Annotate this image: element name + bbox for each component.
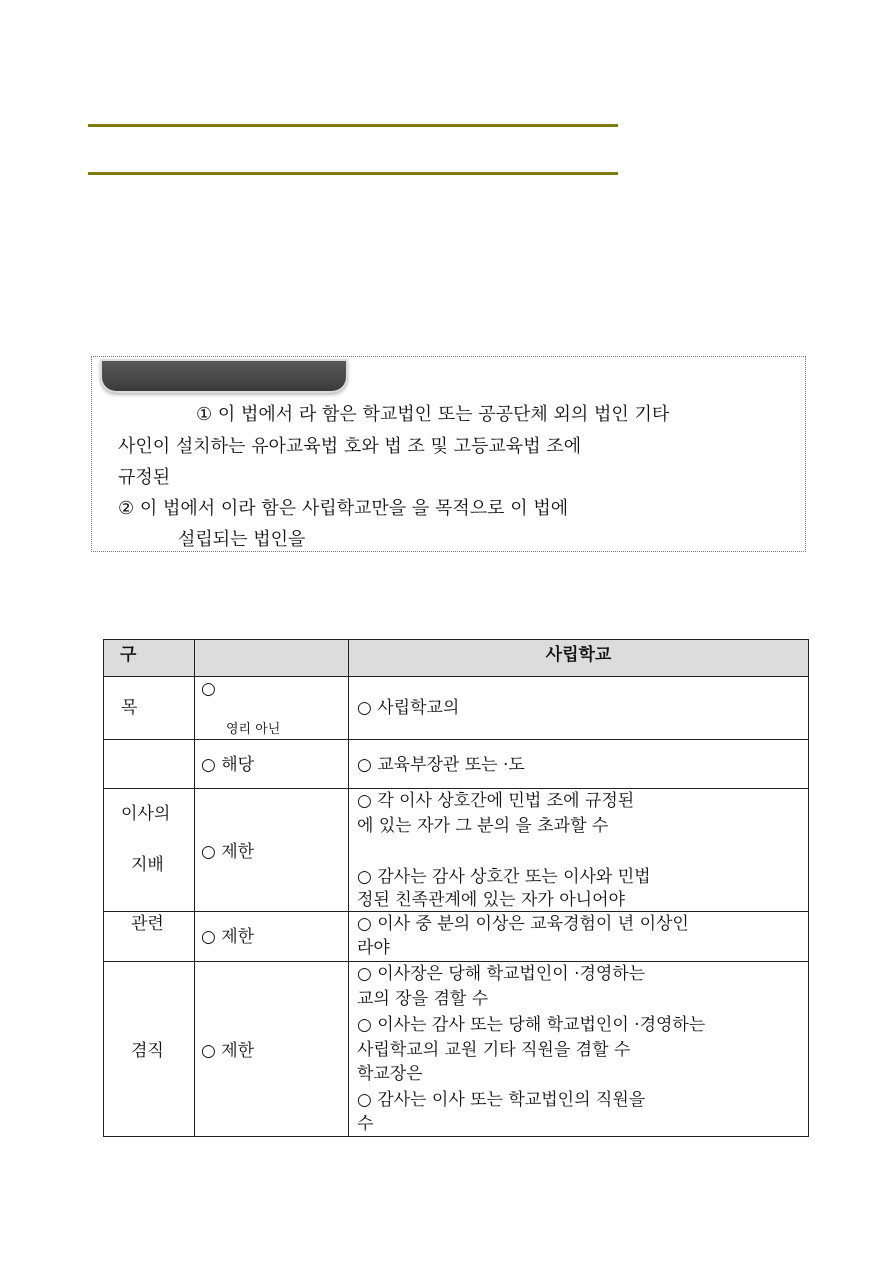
law-line-1: ① 이 법에서 라 함은 학교법인 또는 공공단체 외의 법인 기타 xyxy=(196,404,670,425)
law-line-4: ② 이 법에서 이라 함은 사립학교만을 을 목적으로 이 법에 xyxy=(118,498,569,519)
cell-text: ○ 이사는 감사 또는 당해 학교법인이 ·경영하는 xyxy=(357,1015,706,1035)
nonprofit-cell xyxy=(195,962,349,1137)
row-label-cell xyxy=(104,962,195,1137)
private-school-cell xyxy=(349,912,809,962)
row-label: 겸직 xyxy=(131,1041,164,1061)
cell-text: 정된 친족관계에 있는 자가 아니어야 xyxy=(357,890,625,910)
cell-text: ○ 감사는 이사 또는 학교법인의 직원을 xyxy=(357,1090,646,1110)
table-row xyxy=(104,677,809,740)
cell-text: ○ xyxy=(201,679,216,699)
cell-text: 수 xyxy=(357,1114,374,1134)
cell-text: 에 있는 자가 그 분의 을 초과할 수 xyxy=(357,816,609,836)
nonprofit-cell xyxy=(195,740,349,789)
cell-text: ○ 교육부장관 또는 ·도 xyxy=(357,755,525,775)
cell-text: 사립학교의 교원 기타 직원을 겸할 수 xyxy=(357,1040,631,1060)
table-row xyxy=(104,789,809,912)
nonprofit-cell xyxy=(195,677,349,740)
cell-text: ○ 해당 xyxy=(201,755,255,775)
row-label-cell xyxy=(104,912,195,962)
nonprofit-cell xyxy=(195,789,349,912)
private-school-cell xyxy=(349,677,809,740)
row-label-cell xyxy=(104,740,195,789)
private-school-cell xyxy=(349,789,809,912)
row-label: 지배 xyxy=(131,855,164,875)
cell-text: 라야 xyxy=(357,938,390,958)
cell-text: ○ 이사장은 당해 학교법인이 ·경영하는 xyxy=(357,964,646,984)
header-cell xyxy=(195,640,349,677)
row-label: 관련 xyxy=(131,914,164,934)
law-line-5: 설립되는 법인을 xyxy=(178,529,306,550)
private-school-cell xyxy=(349,740,809,789)
table-row xyxy=(104,740,809,789)
title-rule-top xyxy=(88,124,618,127)
cell-text: ○ 사립학교의 xyxy=(357,698,460,718)
table-row xyxy=(104,962,809,1137)
law-line-2: 사인이 설치하는 유아교육법 호와 법 조 및 고등교육법 조에 xyxy=(118,436,582,457)
nonprofit-cell xyxy=(195,912,349,962)
row-label-cell xyxy=(104,789,195,912)
row-label: 이사의 xyxy=(121,804,171,824)
law-line-3: 규정된 xyxy=(118,467,171,488)
table-row xyxy=(104,912,809,962)
title-rule-bottom xyxy=(88,172,618,175)
row-label-cell xyxy=(104,677,195,740)
cell-text: ○ 제한 xyxy=(201,842,255,862)
cell-text: ○ 제한 xyxy=(201,927,255,947)
law-box-tab xyxy=(100,359,348,393)
cell-text: ○ 이사 중 분의 이상은 교육경험이 년 이상인 xyxy=(357,914,689,934)
cell-text: ○ 감사는 감사 상호간 또는 이사와 민법 xyxy=(357,867,651,887)
table-header-row xyxy=(104,640,809,677)
cell-text: 학교장은 xyxy=(357,1064,423,1084)
header-cell: 구 xyxy=(104,640,195,677)
comparison-table xyxy=(103,639,809,1137)
cell-text: ○ 제한 xyxy=(201,1041,255,1061)
row-label: 목 xyxy=(121,698,138,718)
private-school-cell xyxy=(349,962,809,1137)
cell-text: 교의 장을 겸할 수 xyxy=(357,989,489,1009)
cell-text: 영리 아닌 xyxy=(226,722,281,737)
cell-text: ○ 각 이사 상호간에 민법 조에 규정된 xyxy=(357,791,635,811)
header-cell: 사립학교 xyxy=(349,640,809,677)
